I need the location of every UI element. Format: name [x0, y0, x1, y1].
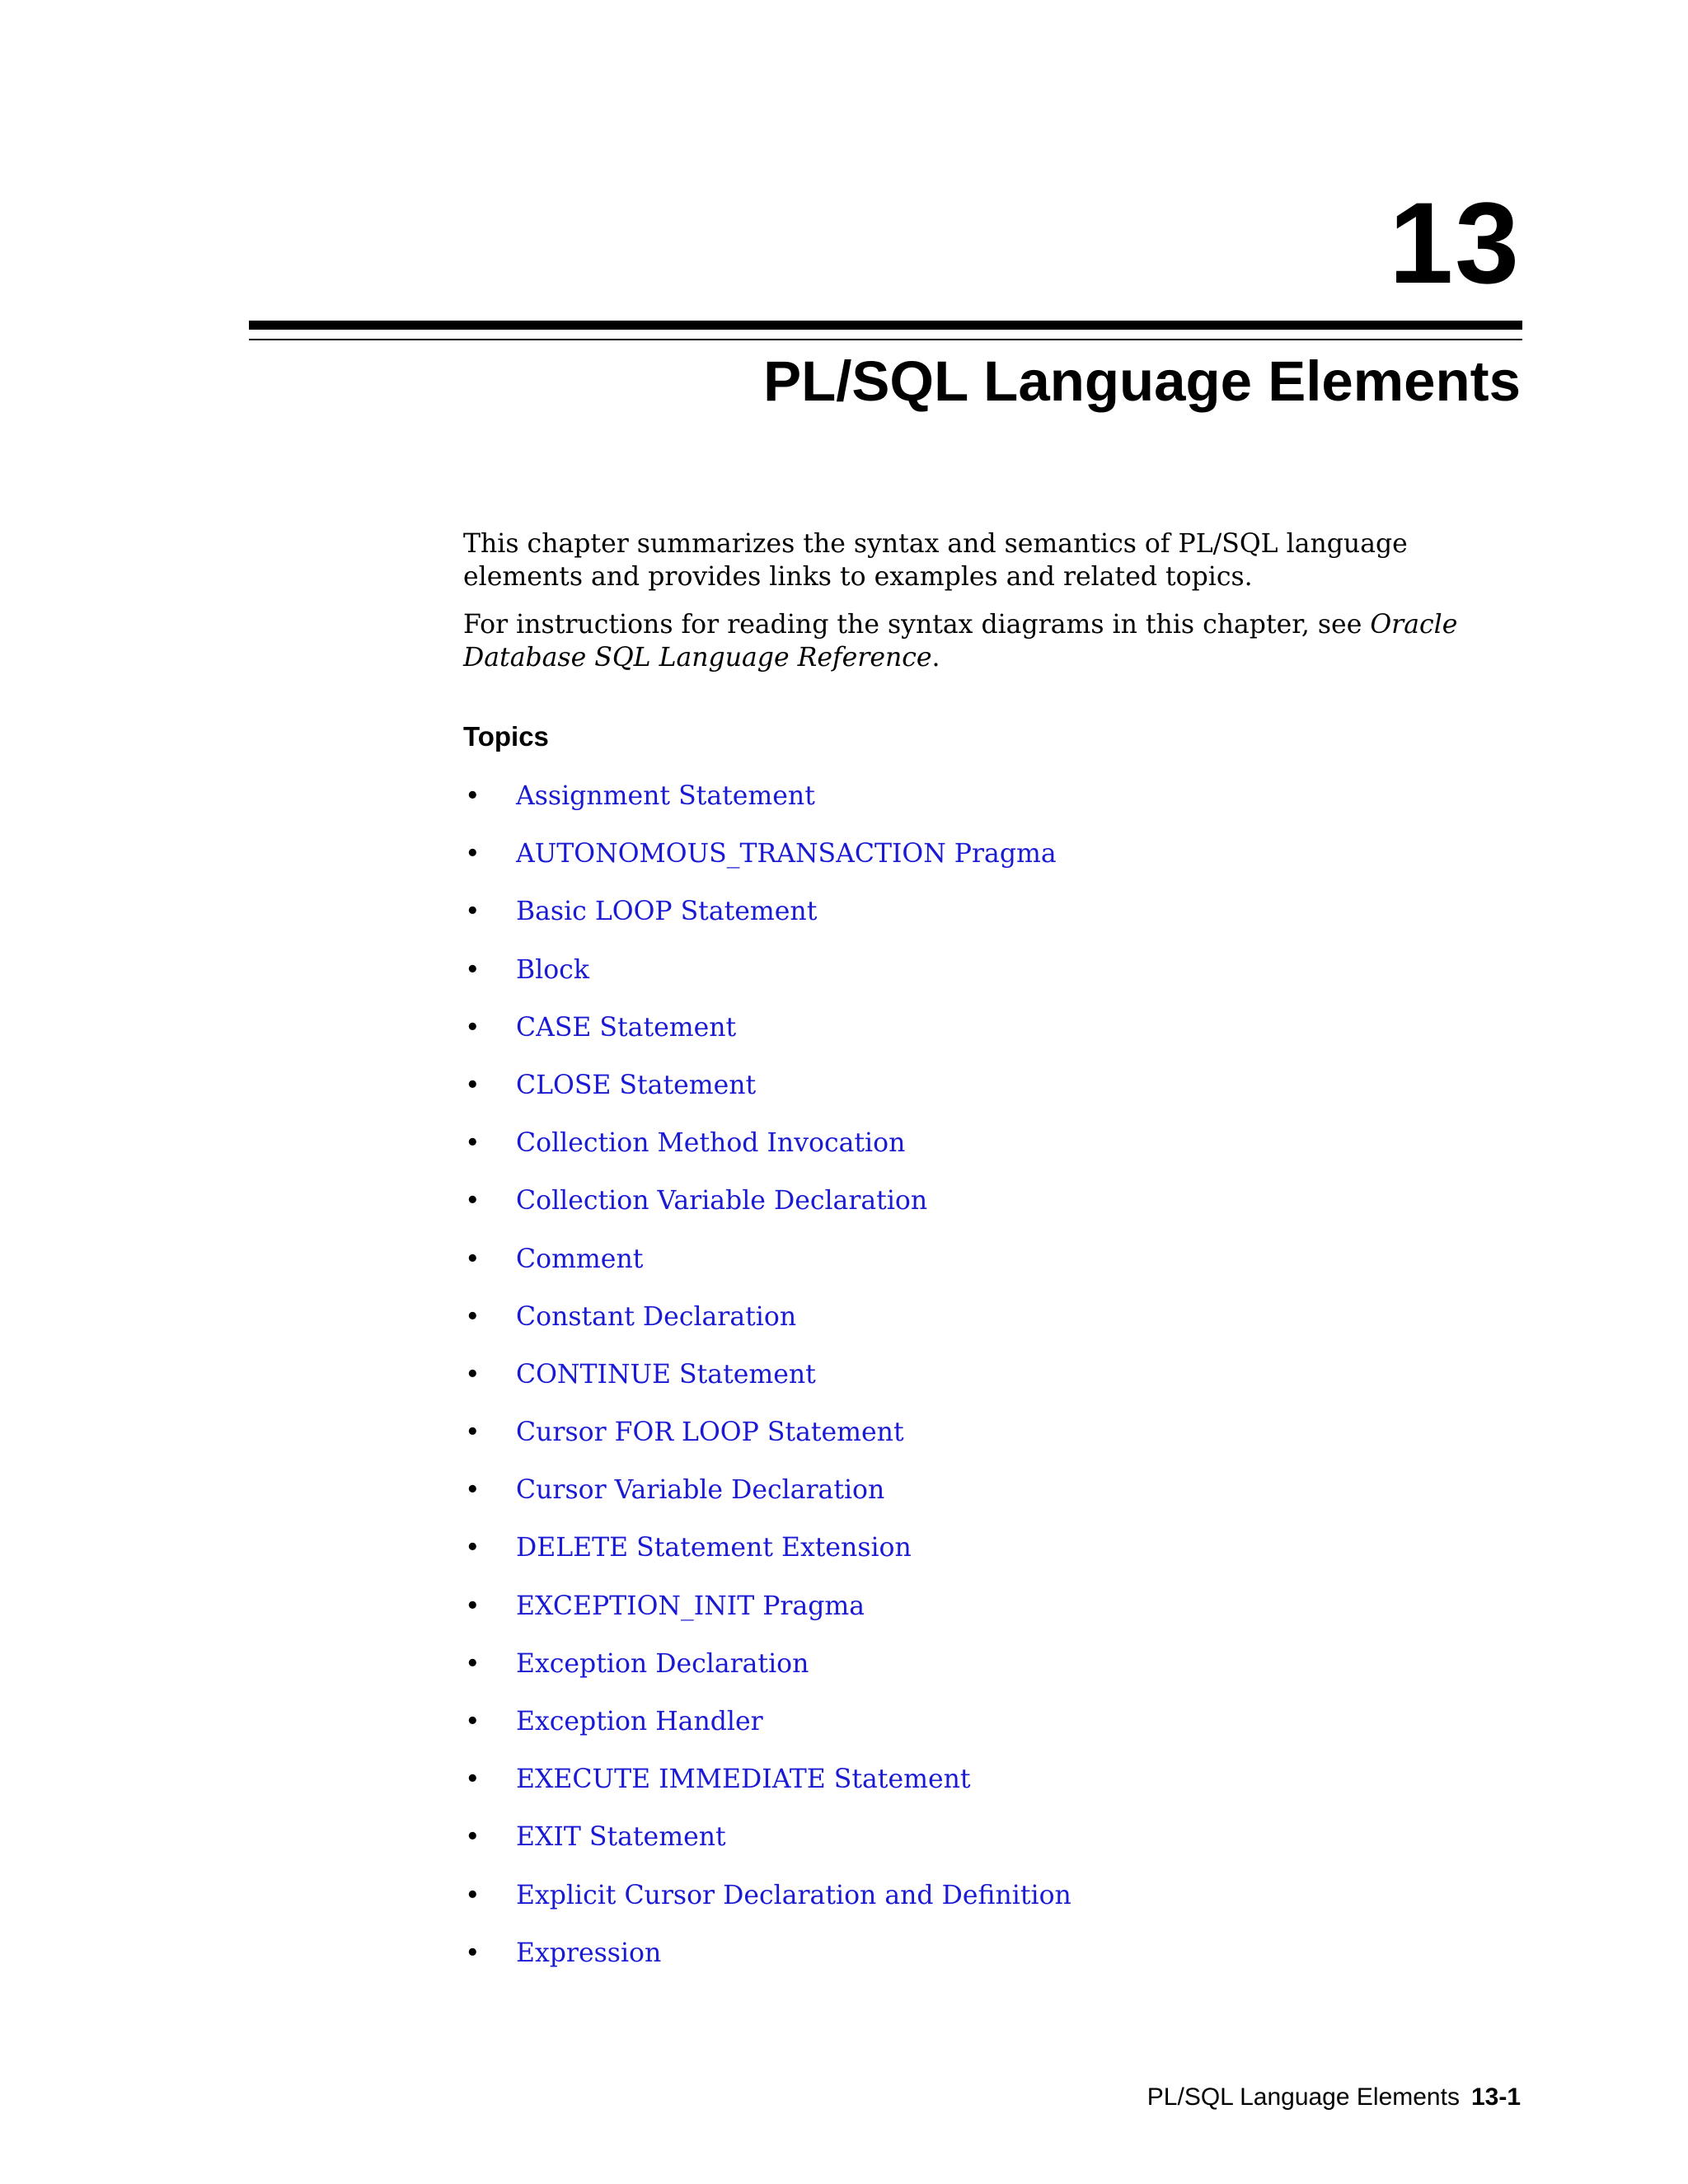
topic-link[interactable]: Cursor FOR LOOP Statement [516, 1418, 904, 1448]
topic-list-item [463, 1069, 1071, 1127]
topic-list [463, 780, 1071, 1994]
bullet-icon: • [465, 1128, 481, 1159]
footer-title: PL/SQL Language Elements [1146, 2083, 1460, 2111]
bullet-icon: • [465, 1012, 481, 1043]
bullet-icon: • [465, 839, 481, 869]
topic-link[interactable]: Expression [516, 1938, 662, 1968]
topic-list-item [463, 1647, 1071, 1705]
chapter-number: 13 [1389, 178, 1521, 307]
topic-list-item [463, 1531, 1071, 1589]
bullet-icon: • [465, 1244, 481, 1274]
topic-link[interactable]: CONTINUE Statement [516, 1359, 816, 1390]
instructions-paragraph [463, 608, 1526, 674]
topic-link[interactable]: Exception Handler [516, 1707, 763, 1736]
bullet-icon: • [465, 1301, 481, 1332]
footer-page-number: 13-1 [1470, 2083, 1521, 2111]
topic-list-item [463, 1301, 1071, 1358]
topic-list-item [463, 1821, 1071, 1878]
topic-link[interactable]: Collection Variable Declaration [516, 1186, 928, 1216]
topic-list-item [463, 895, 1071, 953]
topic-list-item [463, 1184, 1071, 1242]
bullet-icon: • [465, 1070, 481, 1100]
topic-list-item [463, 1763, 1071, 1821]
topic-list-item [463, 780, 1071, 837]
topic-link[interactable]: EXCEPTION_INIT Pragma [516, 1591, 865, 1621]
instructions-end: . [931, 643, 940, 673]
bullet-icon: • [465, 1938, 481, 1968]
bullet-icon: • [465, 1186, 481, 1216]
topic-link[interactable]: Comment [516, 1244, 644, 1274]
topic-link[interactable]: Assignment Statement [516, 781, 815, 811]
bullet-icon: • [465, 1765, 481, 1795]
topic-link[interactable]: Block [516, 954, 589, 985]
bullet-icon: • [465, 1707, 481, 1736]
bullet-icon: • [465, 1475, 481, 1506]
topic-link[interactable]: DELETE Statement Extension [516, 1533, 912, 1563]
topic-link[interactable]: EXECUTE IMMEDIATE Statement [516, 1765, 971, 1795]
bullet-icon: • [465, 1418, 481, 1448]
topic-link[interactable]: Explicit Cursor Declaration and Definition [516, 1880, 1071, 1910]
topic-link[interactable]: CLOSE Statement [516, 1070, 757, 1100]
instructions-text: For instructions for reading the syntax diagrams in this chapter, see [463, 610, 1371, 640]
topic-link[interactable]: Cursor Variable Declaration [516, 1475, 885, 1506]
chapter-title: PL/SQL Language Elements [763, 349, 1521, 413]
topic-list-item [463, 1937, 1071, 1994]
topic-list-item [463, 1474, 1071, 1531]
topic-list-item [463, 1879, 1071, 1937]
topic-link[interactable]: Constant Declaration [516, 1301, 797, 1332]
topic-list-item [463, 1705, 1071, 1763]
chapter-rule-thick [249, 321, 1522, 330]
bullet-icon: • [465, 897, 481, 927]
bullet-icon: • [465, 1533, 481, 1563]
topic-list-item [463, 1011, 1071, 1069]
topic-list-item [463, 954, 1071, 1011]
topic-list-item [463, 1416, 1071, 1474]
topic-link[interactable]: EXIT Statement [516, 1822, 726, 1853]
topic-list-item [463, 1127, 1071, 1184]
topic-list-item [463, 1590, 1071, 1647]
bullet-icon: • [465, 1359, 481, 1390]
topic-list-item [463, 1358, 1071, 1416]
reference-title: Oracle Database SQL Language Reference [463, 610, 1458, 673]
bullet-icon: • [465, 1880, 481, 1910]
intro-section [463, 527, 1526, 689]
bullet-icon: • [465, 954, 481, 985]
topic-list-item [463, 1243, 1071, 1301]
bullet-icon: • [465, 1822, 481, 1853]
bullet-icon: • [465, 1591, 481, 1621]
bullet-icon: • [465, 1648, 481, 1679]
chapter-rule-thin [249, 339, 1522, 340]
topic-link[interactable]: AUTONOMOUS_TRANSACTION Pragma [516, 839, 1057, 869]
page-footer [1147, 2083, 1521, 2112]
topic-link[interactable]: Basic LOOP Statement [516, 897, 818, 927]
topic-link[interactable]: Collection Method Invocation [516, 1128, 906, 1159]
topic-list-item [463, 837, 1071, 895]
bullet-icon: • [465, 781, 481, 811]
intro-paragraph: This chapter summarizes the syntax and semantics of PL/SQL language elements and provides links to examples and related topics. [463, 529, 1408, 592]
topic-link[interactable]: Exception Declaration [516, 1648, 809, 1679]
topics-heading: Topics [463, 721, 549, 752]
topic-link[interactable]: CASE Statement [516, 1012, 737, 1043]
